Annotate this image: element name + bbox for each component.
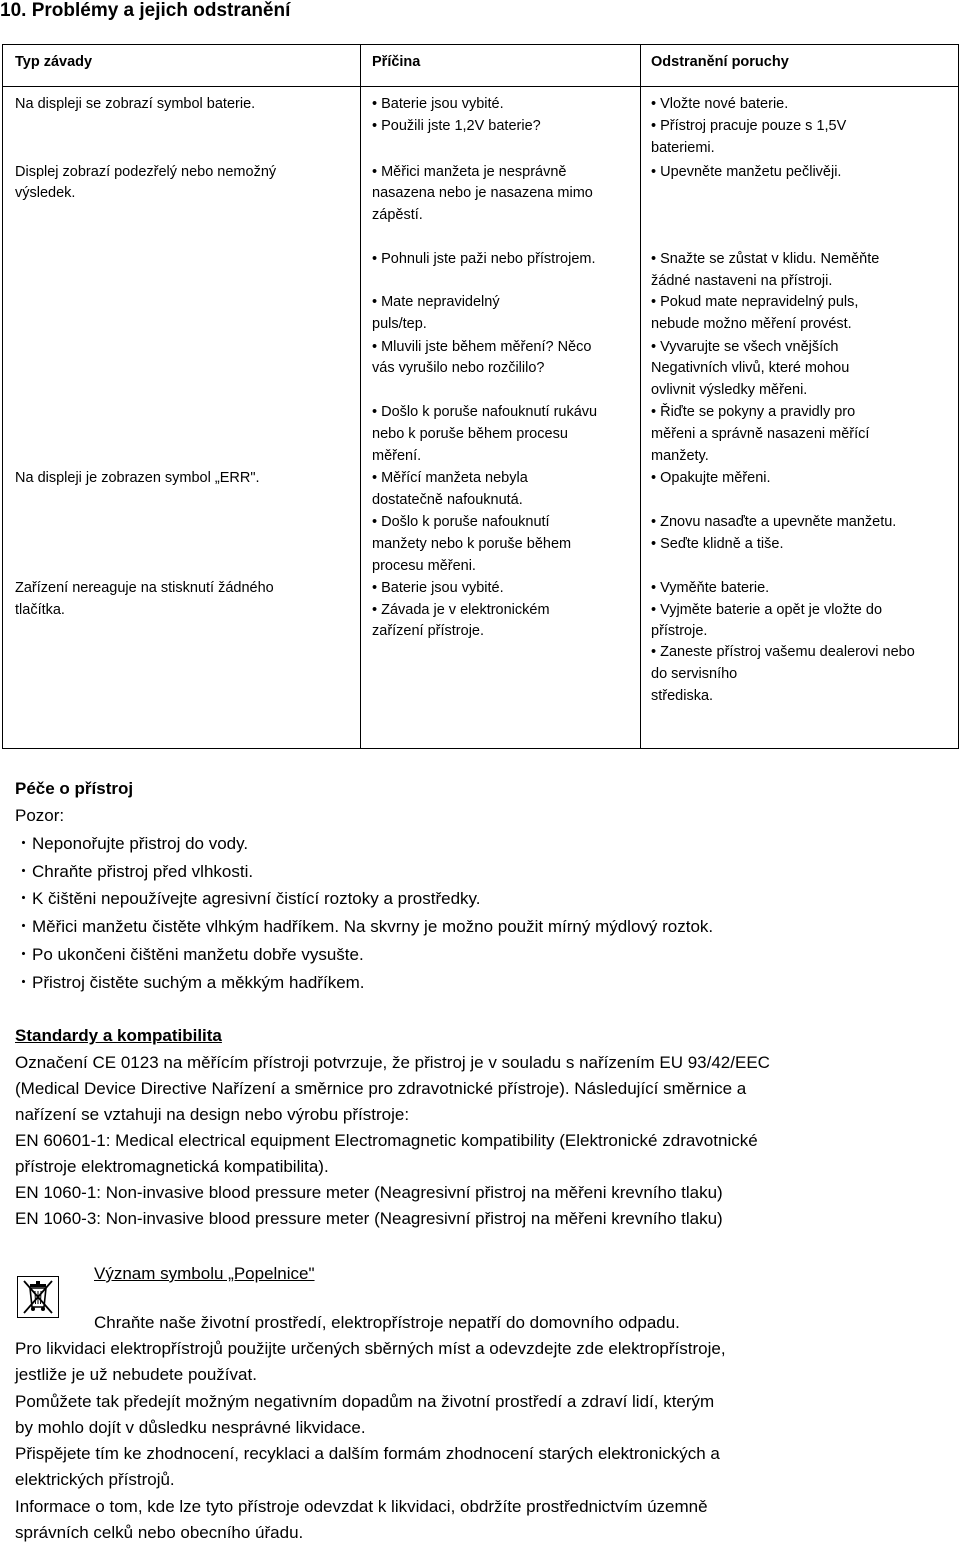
standards-line: přístroje elektromagnetická kompatibilita). [15, 1157, 329, 1176]
care-item: ・Přistroj čistěte suchým a měkkým hadříkem. [15, 973, 365, 992]
header-remedy: Odstranění poruchy [651, 54, 789, 70]
cause-cell: procesu měřeni. [372, 558, 476, 574]
standards-line: EN 1060-1: Non-invasive blood pressure meter (Neagresivní přistroj na měřeni krevního tlaku) [15, 1183, 723, 1202]
care-item: ・Měřici manžetu čistěte vlhkým hadříkem. Na skvrny je možno použit mírný mýdlový roztok. [15, 917, 714, 936]
disposal-line: jestliže je už nebudete používat. [15, 1365, 257, 1384]
remedy-cell: bateriemi. [651, 140, 715, 156]
cause-cell: • Měřici manžeta je nesprávně [372, 164, 567, 180]
remedy-cell: střediska. [651, 688, 714, 704]
disposal-line: elektrických přístrojů. [15, 1470, 175, 1489]
remedy-cell: • Opakujte měřeni. [651, 470, 771, 486]
care-item: ・Po ukončeni čištěni manžetu dobře vysušte. [15, 945, 364, 964]
troubleshooting-table [2, 44, 959, 749]
standards-line: Označení CE 0123 na měřícím přístroji potvrzuje, že přistroj je v souladu s nařízením EU 93/42/EEC [15, 1053, 770, 1072]
care-item: ・K čištěni nepoužívejte agresivní čistící roztoky a prostředky. [15, 889, 481, 908]
cause-cell: zařízení přístroje. [372, 623, 485, 639]
cause-cell: • Měřící manžeta nebyla [372, 470, 528, 486]
remedy-cell: • Vyjměte baterie a opět je vložte do [651, 602, 883, 618]
care-subtitle: Pozor: [15, 806, 65, 825]
cause-cell: • Došlo k poruše nafouknutí rukávu [372, 404, 598, 420]
remedy-cell: • Řiďte se pokyny a pravidly pro [651, 404, 856, 420]
cause-cell: • Baterie jsou vybité. [372, 580, 504, 596]
cause-cell: nasazena nebo je nasazena mimo [372, 185, 593, 201]
fault-cell: Na displeji se zobrazí symbol baterie. [15, 96, 256, 112]
cause-cell: • Závada je v elektronickém [372, 602, 550, 618]
cause-cell: měření. [372, 448, 422, 464]
crossed-out-wheelie-bin-icon [17, 1276, 59, 1318]
disposal-line: Chraňte naše životní prostředí, elektropřístroje nepatří do domovního odpadu. [94, 1313, 680, 1332]
remedy-cell: • Přístroj pracuje pouze s 1,5V [651, 118, 847, 134]
fault-cell: tlačítka. [15, 602, 65, 618]
disposal-line: Pomůžete tak předejít možným negativním dopadům na životní prostředí a zdraví lidí, kterým [15, 1392, 715, 1411]
cause-cell: • Mate nepravidelný [372, 294, 500, 310]
remedy-cell: ovlivnit výsledky měřeni. [651, 382, 808, 398]
cause-cell: • Došlo k poruše nafouknutí [372, 514, 550, 530]
section-heading: 10. Problémy a jejich odstranění [0, 0, 291, 21]
cause-cell: • Použili jste 1,2V baterie? [372, 118, 541, 134]
cause-cell: zápěstí. [372, 207, 423, 223]
cause-cell: nebo k poruše během procesu [372, 426, 568, 442]
disposal-line: Informace o tom, kde lze tyto přístroje odevzdat k likvidaci, obdržíte prostřednictvím územně [15, 1497, 708, 1516]
remedy-cell: • Vyvarujte se všech vnějších [651, 339, 839, 355]
disposal-line: správních celků nebo obecního úřadu. [15, 1523, 304, 1542]
cause-cell: dostatečně nafouknutá. [372, 492, 523, 508]
remedy-cell: • Znovu nasaďte a upevněte manžetu. [651, 514, 897, 530]
cause-cell: • Pohnuli jste paži nebo přístrojem. [372, 251, 596, 267]
cause-cell: vás vyrušilo nebo rozčililo? [372, 360, 545, 376]
cause-cell: • Baterie jsou vybité. [372, 96, 504, 112]
remedy-cell: • Snažte se zůstat v klidu. Neměňte [651, 251, 880, 267]
fault-cell: výsledek. [15, 185, 76, 201]
header-fault-type: Typ závady [15, 54, 93, 70]
cause-cell: puls/tep. [372, 316, 427, 332]
cause-cell: manžety nebo k poruše během [372, 536, 572, 552]
remedy-cell: manžety. [651, 448, 709, 464]
disposal-title: Význam symbolu „Popelnice" [94, 1264, 315, 1283]
remedy-cell: • Vložte nové baterie. [651, 96, 789, 112]
table-divider [640, 45, 641, 748]
care-title: Péče o přístroj [15, 779, 134, 798]
remedy-cell: Negativních vlivů, které mohou [651, 360, 850, 376]
remedy-cell: • Zaneste přístroj vašemu dealerovi nebo [651, 644, 915, 660]
header-cause: Příčina [372, 54, 421, 70]
standards-line: EN 60601-1: Medical electrical equipment Electromagnetic kompatibility (Elektronické zdravotnické [15, 1131, 758, 1150]
standards-line: nařízení se vztahuji na design nebo výrobu přístroje: [15, 1105, 410, 1124]
table-divider [360, 45, 361, 748]
disposal-line: Přispějete tím ke zhodnocení, recyklaci a dalším formám zhodnocení starých elektronických a [15, 1444, 720, 1463]
fault-cell: Zařízení nereaguje na stisknutí žádného [15, 580, 274, 596]
care-item: ・Chraňte přistroj před vlhkosti. [15, 862, 254, 881]
standards-line: (Medical Device Directive Nařízení a směrnice pro zdravotnické přístroje). Následující směrnice a [15, 1079, 747, 1098]
remedy-cell: • Vyměňte baterie. [651, 580, 770, 596]
fault-cell: Displej zobrazí podezřelý nebo nemožný [15, 164, 277, 180]
table-divider [3, 86, 958, 87]
remedy-cell: • Seďte klidně a tiše. [651, 536, 784, 552]
remedy-cell: přístroje. [651, 623, 708, 639]
disposal-line: by mohlo dojít v důsledku nesprávné likvidace. [15, 1418, 366, 1437]
remedy-cell: • Upevněte manžetu pečlivěji. [651, 164, 842, 180]
remedy-cell: žádné nastaveni na přístroji. [651, 273, 833, 289]
fault-cell: Na displeji je zobrazen symbol „ERR". [15, 470, 260, 486]
standards-line: EN 1060-3: Non-invasive blood pressure meter (Neagresivní přistroj na měřeni krevního tlaku) [15, 1209, 723, 1228]
cause-cell: • Mluvili jste během měření? Něco [372, 339, 592, 355]
remedy-cell: do servisního [651, 666, 738, 682]
remedy-cell: • Pokud mate nepravidelný puls, [651, 294, 859, 310]
disposal-line: Pro likvidaci elektropřístrojů použijte určených sběrných míst a odevzdejte zde elektropřístroje, [15, 1339, 726, 1358]
standards-title: Standardy a kompatibilita [15, 1026, 222, 1045]
remedy-cell: nebude možno měření provést. [651, 316, 852, 332]
care-item: ・Neponořujte přistroj do vody. [15, 834, 249, 853]
remedy-cell: měřeni a správně nasazeni měřící [651, 426, 870, 442]
